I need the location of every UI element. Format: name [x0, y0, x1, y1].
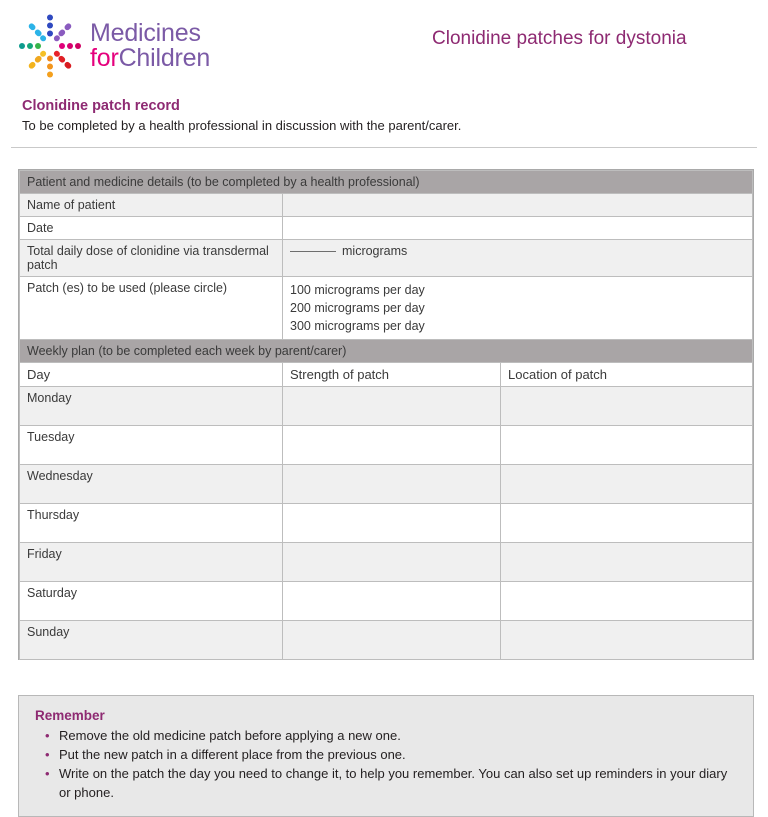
table-row — [20, 217, 753, 240]
field-input-date[interactable] — [283, 217, 753, 240]
dose-option-200[interactable]: 200 micrograms per day — [290, 301, 425, 315]
day-label-tuesday: Tuesday — [20, 426, 283, 465]
document-header — [0, 0, 768, 92]
list-item: • Remove the old medicine patch before applying a new one. — [57, 727, 737, 746]
table-row — [20, 465, 753, 504]
fill-in-blank-line[interactable] — [290, 251, 336, 252]
table-row — [20, 543, 753, 582]
record-subtitle: To be completed by a health professional in discussion with the parent/carer. — [22, 118, 462, 133]
strength-input-sunday[interactable] — [283, 621, 501, 660]
header-divider — [11, 147, 757, 148]
intro-block — [0, 92, 768, 133]
field-label-total-daily-dose: Total daily dose of clonidine via transdermal patch — [20, 240, 283, 277]
strength-input-thursday[interactable] — [283, 504, 501, 543]
strength-input-friday[interactable] — [283, 543, 501, 582]
weekly-plan-column-headers — [20, 363, 753, 387]
field-label-date: Date — [20, 217, 283, 240]
day-label-sunday: Sunday — [20, 621, 283, 660]
location-input-thursday[interactable] — [501, 504, 753, 543]
location-input-monday[interactable] — [501, 387, 753, 426]
brand-line-forchildren — [90, 46, 210, 71]
table-row — [20, 194, 753, 217]
field-label-patches-to-be-used: Patch (es) to be used (please circle) — [20, 277, 283, 340]
section-header-weekly-plan — [20, 340, 753, 363]
location-input-saturday[interactable] — [501, 582, 753, 621]
column-header-location: Location of patch — [501, 363, 753, 387]
column-header-strength: Strength of patch — [283, 363, 501, 387]
day-label-thursday: Thursday — [20, 504, 283, 543]
strength-input-wednesday[interactable] — [283, 465, 501, 504]
brand-word-for: for — [90, 44, 119, 72]
dose-option-300[interactable]: 300 micrograms per day — [290, 319, 425, 333]
brand-line-medicines: Medicines — [90, 19, 201, 47]
list-item: • Write on the patch the day you need to change it, to help you remember. You can also set up reminders in your diary or phone. — [57, 765, 737, 803]
column-header-day: Day — [20, 363, 283, 387]
table-row — [20, 504, 753, 543]
day-label-monday: Monday — [20, 387, 283, 426]
brand-word-children: Children — [118, 44, 211, 72]
table-row — [20, 240, 753, 277]
field-input-total-daily-dose[interactable] — [283, 240, 753, 277]
location-input-tuesday[interactable] — [501, 426, 753, 465]
location-input-sunday[interactable] — [501, 621, 753, 660]
remember-list — [35, 727, 737, 802]
section-header-details — [20, 171, 753, 194]
strength-input-saturday[interactable] — [283, 582, 501, 621]
day-label-wednesday: Wednesday — [20, 465, 283, 504]
day-label-saturday: Saturday — [20, 582, 283, 621]
remember-box — [18, 695, 754, 817]
page-title: Clonidine patches for dystonia — [432, 28, 687, 49]
starburst-dots-icon — [18, 14, 82, 78]
remember-heading: Remember — [35, 708, 105, 723]
table-row — [20, 387, 753, 426]
location-input-wednesday[interactable] — [501, 465, 753, 504]
brand-wordmark — [90, 21, 210, 71]
section-header-details-label: Patient and medicine details (to be completed by a health professional) — [20, 171, 753, 194]
record-heading: Clonidine patch record — [22, 98, 180, 114]
list-item: • Put the new patch in a different place from the previous one. — [57, 746, 737, 765]
table-row — [20, 621, 753, 660]
record-table — [18, 169, 754, 660]
location-input-friday[interactable] — [501, 543, 753, 582]
field-input-name-of-patient[interactable] — [283, 194, 753, 217]
dose-option-100[interactable]: 100 micrograms per day — [290, 283, 425, 297]
strength-input-monday[interactable] — [283, 387, 501, 426]
table-row — [20, 277, 753, 340]
table-row — [20, 582, 753, 621]
dose-options-list — [283, 277, 753, 340]
section-header-weekly-plan-label: Weekly plan (to be completed each week by parent/carer) — [20, 340, 753, 363]
field-label-name-of-patient: Name of patient — [20, 194, 283, 217]
dose-unit-label: micrograms — [342, 244, 408, 258]
strength-input-tuesday[interactable] — [283, 426, 501, 465]
table-row — [20, 426, 753, 465]
day-label-friday: Friday — [20, 543, 283, 582]
